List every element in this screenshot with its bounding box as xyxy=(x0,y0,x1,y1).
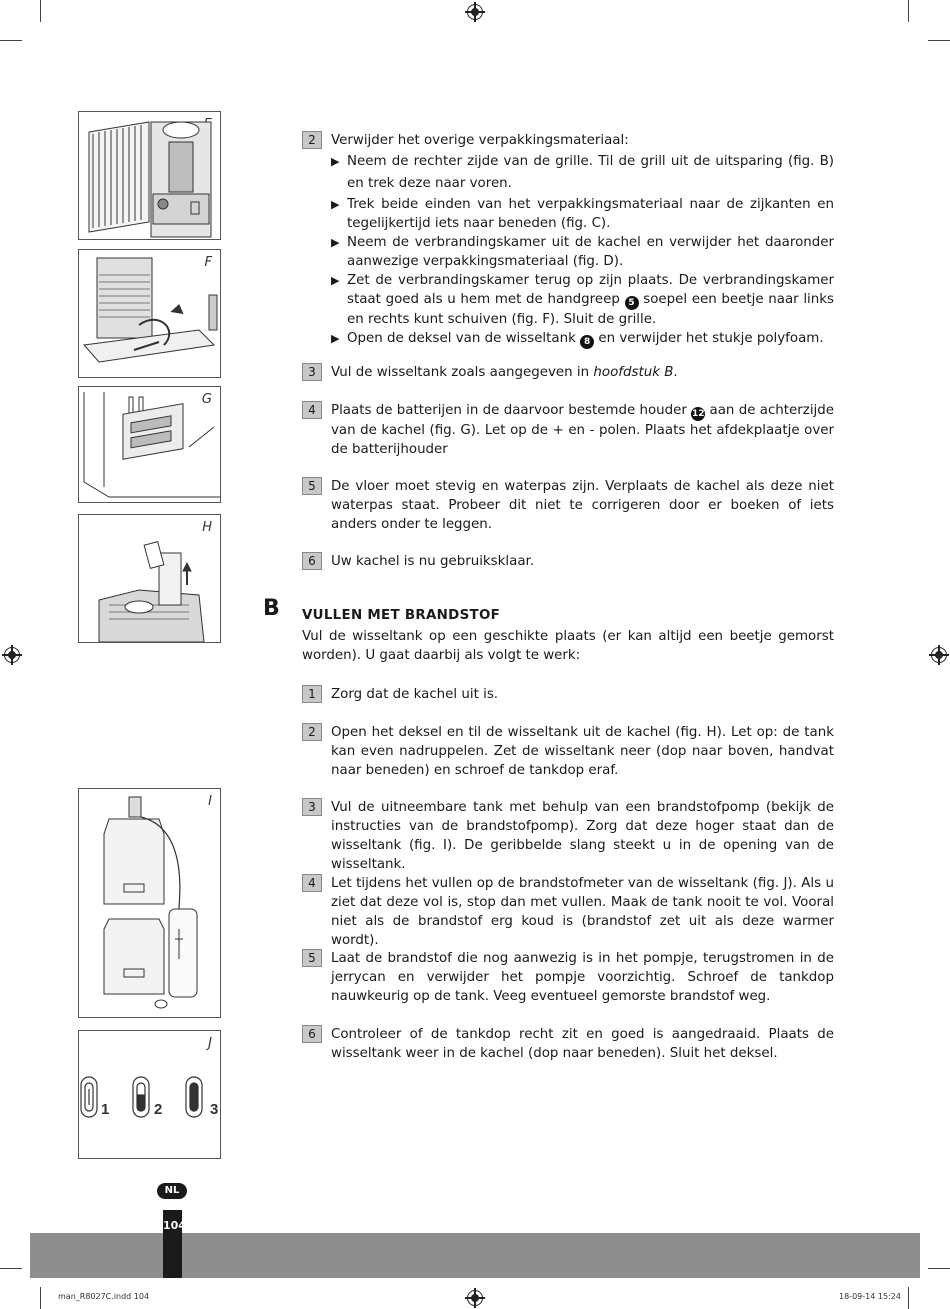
fill-step-5 xyxy=(302,949,834,1006)
fill-step-4 xyxy=(302,874,834,950)
bullet-item: ▶ Neem de verbrandingskamer uit de kachel en verwijder het daaronder aanwezige verpakkingsmateriaal (fig. D). xyxy=(331,235,834,269)
step-text: Vul de uitneembare tank met behulp van een brandstofpomp (bekijk de instructies van de brandstofpomp). Zorg dat deze hoger staat dan de wisseltank (fig. I). De geribbelde slang steekt u in de opening van de wisseltank. xyxy=(331,800,834,872)
gauge-label-half: 2 xyxy=(154,1101,163,1118)
figure-label: I xyxy=(208,794,212,809)
figure-h xyxy=(78,514,221,643)
step-text: Uw kachel is nu gebruiksklaar. xyxy=(331,554,535,569)
step-number: 6 xyxy=(302,552,322,570)
gauge-label-empty: 1 xyxy=(101,1101,110,1118)
fill-step-3 xyxy=(302,798,834,874)
bullet-arrow-icon: ▶ xyxy=(331,332,340,345)
figure-f xyxy=(78,249,221,378)
step-number: 5 xyxy=(302,949,322,967)
step-text: Vul de wisseltank zoals aangegeven in hoofdstuk B. xyxy=(331,365,678,380)
reference-number: 5 xyxy=(625,296,639,310)
language-badge: NL xyxy=(157,1183,187,1199)
step-text: Plaats de batterijen in de daarvoor bestemde houder 12 aan de achterzijde van de kachel (fig. G). Let op de + en - polen. Plaats het afdekplaatje over de batterijhouder xyxy=(331,403,834,457)
figure-label: H xyxy=(202,520,212,535)
step-text: De vloer moet stevig en waterpas zijn. Verplaats de kachel als deze niet waterpas staat. Probeer dit niet te corrigeren door er boeken of iets anders onder te leggen. xyxy=(331,479,834,532)
step-text: Open het deksel en til de wisseltank uit de kachel (fig. H). Let op: de tank kan even nadruppelen. Zet de wisseltank neer (dop naar boven, handvat naar beneden) en schroef de tankdop eraf. xyxy=(331,725,834,778)
bullet-item: ▶ Trek beide einden van het verpakkingsmateriaal naar de zijkanten en tegelijkertijd iets naar beneden (fig. C). xyxy=(331,197,834,231)
step-number: 4 xyxy=(302,874,322,892)
bullet-arrow-icon: ▶ xyxy=(331,274,340,287)
figure-label: G xyxy=(201,392,212,407)
section-title: VULLEN MET BRANDSTOF xyxy=(302,608,501,623)
bullet-arrow-icon: ▶ xyxy=(331,198,340,211)
reference-number: 12 xyxy=(691,409,705,419)
figure-e xyxy=(78,111,221,240)
step-text: Controleer of de tankdop recht zit en goed is aangedraaid. Plaats de wisseltank weer in de kachel (dop naar beneden). Sluit het deksel. xyxy=(331,1027,834,1061)
step-number: 5 xyxy=(302,477,322,495)
fuel-gauge-illustration xyxy=(79,1031,220,1158)
step-text: Laat de brandstof die nog aanwezig is in het pompje, terugstromen in de jerrycan en verwijder het pompje voorzichtig. Schroef de tankdop nauwkeurig op de tank. Veeg eventueel gemorste brandstof weg. xyxy=(331,951,834,1004)
figure-g xyxy=(78,386,221,503)
step-text: Let tijdens het vullen op de brandstofmeter van de wisseltank (fig. J). Als u ziet dat deze vol is, stop dan met vullen. Maak de tank nooit te vol. Vooral niet als de brandstof erg koud is (brandstof zet uit als deze warmer wordt). xyxy=(331,876,834,948)
step-number: 1 xyxy=(302,685,322,703)
bullet-arrow-icon: ▶ xyxy=(331,155,340,168)
step-text: Verwijder het overige verpakkingsmateriaal: xyxy=(331,133,629,148)
step-number: 2 xyxy=(302,131,322,149)
figure-j xyxy=(78,1030,221,1159)
step-2 xyxy=(302,131,834,349)
combustion-chamber-illustration xyxy=(79,250,220,377)
step-text: Zorg dat de kachel uit is. xyxy=(331,687,499,702)
registration-mark-bottom xyxy=(467,1290,483,1306)
fill-step-2 xyxy=(302,723,834,780)
step-6 xyxy=(302,552,834,571)
figure-label: F xyxy=(204,255,212,270)
step-5 xyxy=(302,477,834,534)
fill-step-6 xyxy=(302,1025,834,1063)
figure-label: J xyxy=(208,1036,212,1051)
step-number: 4 xyxy=(302,401,322,419)
step-3 xyxy=(302,363,834,382)
bullet-arrow-icon: ▶ xyxy=(331,236,340,249)
fill-step-1 xyxy=(302,685,834,704)
step-number: 2 xyxy=(302,723,322,741)
bullet-item: ▶ Zet de verbrandingskamer terug op zijn plaats. De verbrandingskamer staat goed als u hem met de handgreep 5 soepel een beetje naar links en rechts kunt schuiven (fig. F). Sluit de grille. xyxy=(331,273,834,327)
step-number: 6 xyxy=(302,1025,322,1043)
step-number: 3 xyxy=(302,798,322,816)
section-intro: Vul de wisseltank op een geschikte plaats (er kan altijd een beetje gemorst worden). U gaat daarbij als volgt te werk: xyxy=(302,629,834,663)
battery-holder-illustration xyxy=(79,387,220,502)
step-number: 3 xyxy=(302,363,322,381)
reference-number: 8 xyxy=(580,335,594,349)
step-4 xyxy=(302,401,834,459)
fuel-pump-illustration xyxy=(79,789,220,1017)
registration-mark-right xyxy=(931,647,947,663)
page-number: 104 xyxy=(163,1219,186,1232)
bullet-item: ▶ Open de deksel van de wisseltank 8 en verwijder het stukje polyfoam. xyxy=(331,331,824,347)
section-letter: B xyxy=(263,596,280,621)
registration-mark-left xyxy=(4,647,20,663)
date-slug: 18-09-14 15:24 xyxy=(839,1292,901,1301)
bullet-item: ▶ Neem de rechter zijde van de grille. Til de grill uit de uitsparing (fig. B) en trek deze naar voren. xyxy=(331,151,834,195)
figure-i xyxy=(78,788,221,1018)
heater-grille-illustration xyxy=(79,112,220,239)
tank-removal-illustration xyxy=(79,515,220,642)
registration-mark-top xyxy=(467,4,483,20)
bullet-list xyxy=(331,151,834,349)
file-slug: man_R8027C.indd 104 xyxy=(58,1292,150,1301)
gauge-label-full: 3 xyxy=(210,1101,219,1118)
